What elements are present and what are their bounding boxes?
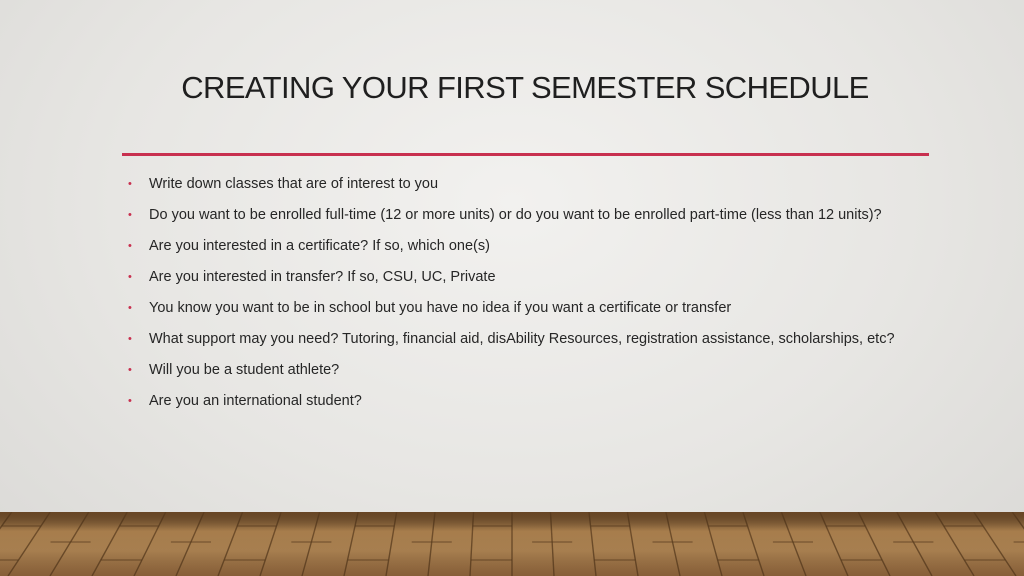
title-divider [122, 153, 929, 156]
bullet-text: Are you an international student? [149, 393, 362, 409]
slide-title: CREATING YOUR FIRST SEMESTER SCHEDULE [181, 70, 869, 105]
wood-planks [0, 512, 1024, 576]
bullet-item [128, 236, 918, 257]
bullet-item [128, 298, 918, 319]
bullet-text: You know you want to be in school but you have no idea if you want a certificate or transfer [149, 300, 732, 316]
wood-floor-decoration [0, 512, 1024, 576]
bullet-list [128, 174, 918, 422]
bullet-item [128, 205, 918, 226]
bullet-text: What support may you need? Tutoring, financial aid, disAbility Resources, registration assistance, scholarships, etc? [149, 331, 895, 347]
bullet-item [128, 267, 918, 288]
bullet-icon: • [128, 395, 132, 407]
bullet-text: Are you interested in a certificate? If so, which one(s) [149, 238, 490, 254]
bullet-item [128, 329, 918, 350]
bullet-icon: • [128, 302, 132, 314]
bullet-text: Write down classes that are of interest to you [149, 176, 439, 192]
bullet-icon: • [128, 209, 132, 221]
bullet-text: Do you want to be enrolled full-time (12 or more units) or do you want to be enrolled part-time (less than 12 units)? [149, 207, 882, 223]
bullet-icon: • [128, 240, 132, 252]
bullet-icon: • [128, 333, 132, 345]
bullet-item [128, 360, 918, 381]
bullet-icon: • [128, 364, 132, 376]
bullet-item [128, 174, 918, 195]
bullet-icon: • [128, 178, 132, 190]
bullet-item [128, 391, 918, 412]
bullet-icon: • [128, 271, 132, 283]
bullet-text: Are you interested in transfer? If so, CSU, UC, Private [149, 269, 496, 285]
bullet-text: Will you be a student athlete? [149, 362, 340, 378]
